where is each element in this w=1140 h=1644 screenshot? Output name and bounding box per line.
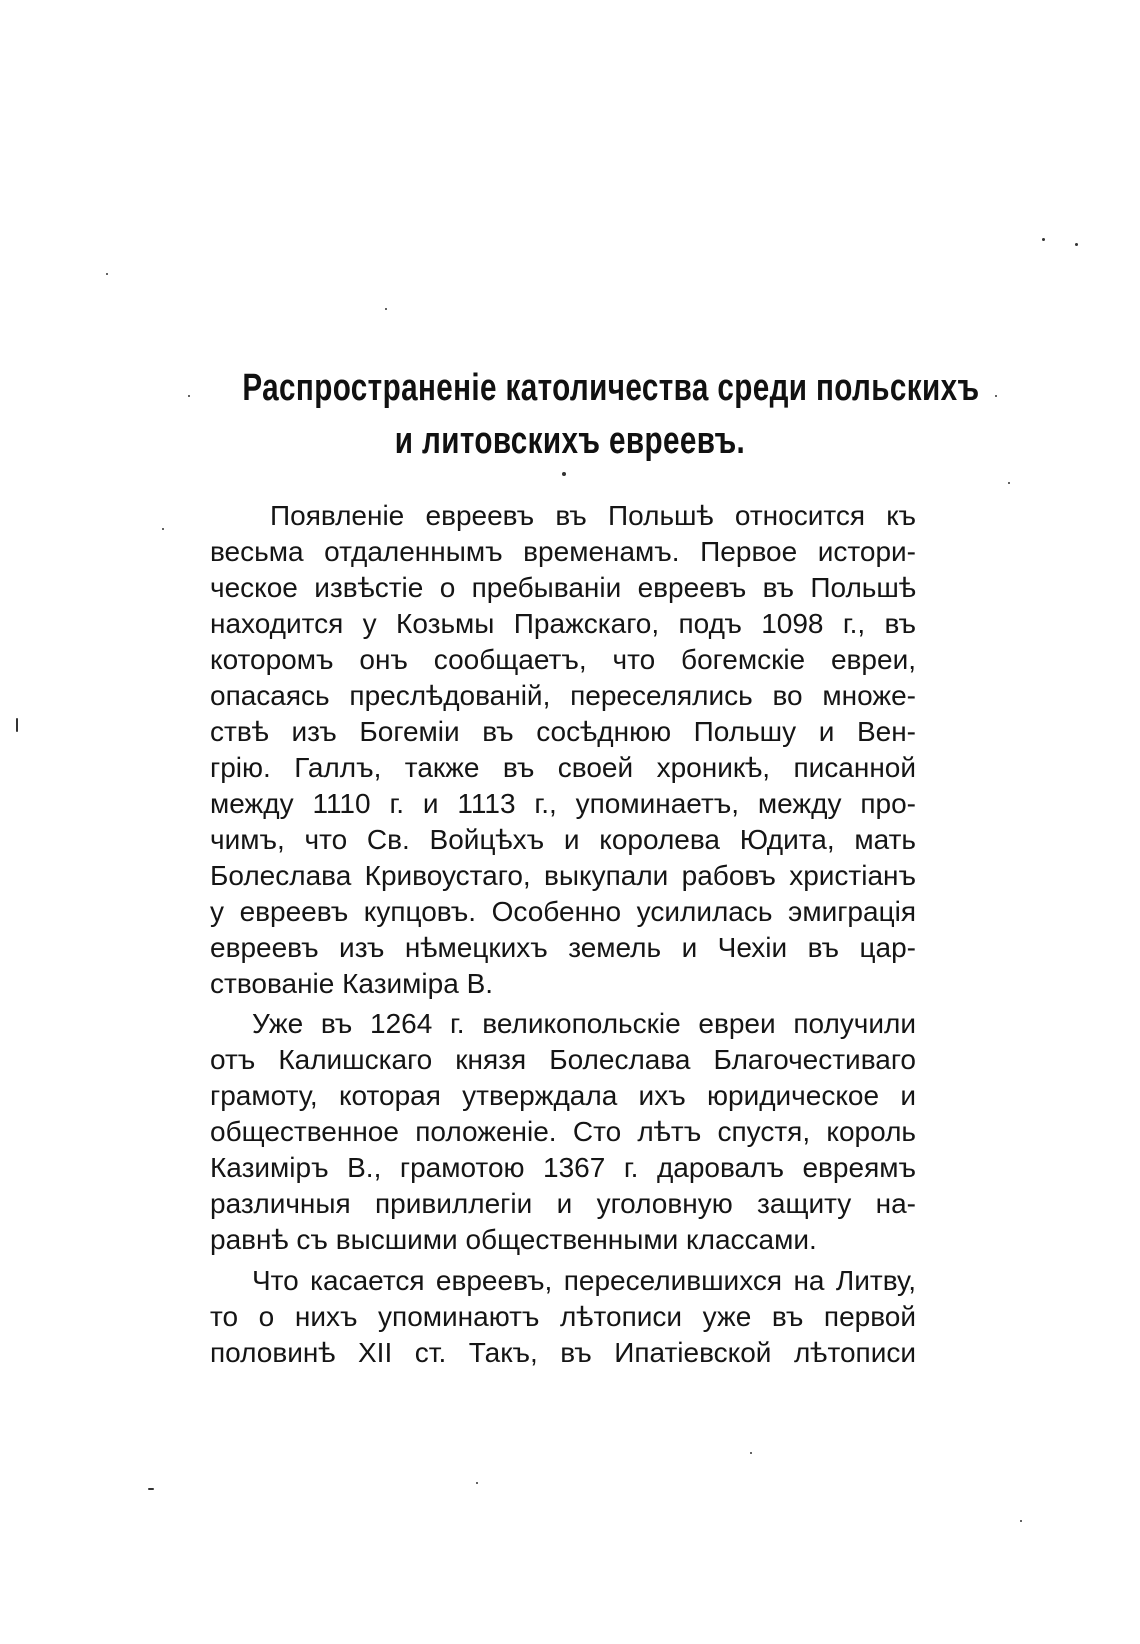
scan-speck (750, 1452, 752, 1454)
text-line: евреевъ изъ нѣмецкихъ земель и Чехіи въ цар- (210, 932, 916, 963)
text-line: у евреевъ купцовъ. Особенно усилилась эмиграція (210, 896, 916, 927)
scan-speck (1008, 482, 1010, 484)
chapter-title-line-1: Распространеніе католичества среди польскихъ (242, 367, 980, 409)
text-line: Казиміръ В., грамотою 1367 г. даровалъ евреямъ (210, 1152, 916, 1183)
text-line: находится у Козьмы Пражскаго, подъ 1098 г., въ (210, 608, 916, 639)
text-line: то о нихъ упоминаютъ лѣтописи уже въ первой (210, 1301, 916, 1332)
text-line: отъ Калишскаго князя Болеслава Благочестиваго (210, 1044, 916, 1075)
scan-speck (148, 1488, 154, 1490)
scan-speck (562, 472, 566, 476)
text-line: грію. Галлъ, также въ своей хроникѣ, писанной (210, 752, 916, 783)
scan-speck (1075, 243, 1078, 246)
text-line: чимъ, что Св. Войцѣхъ и королева Юдита, мать (210, 824, 916, 855)
text-line: различныя привиллегіи и уголовную защиту на- (210, 1188, 916, 1219)
text-line: ствованіе Казиміра В. (210, 968, 494, 999)
text-line: весьма отдаленнымъ временамъ. Первое истори- (210, 536, 916, 567)
text-line: ческое извѣстіе о пребываніи евреевъ въ Польшѣ (210, 572, 916, 603)
scan-speck (106, 273, 108, 275)
scan-speck (188, 395, 190, 397)
text-line: равнѣ съ высшими общественными классами. (210, 1224, 817, 1255)
text-line: опасаясь преслѣдованій, переселялись во множе- (210, 680, 916, 711)
text-line: которомъ онъ сообщаетъ, что богемскіе евреи, (210, 644, 916, 675)
text-line: грамоту, которая утверждала ихъ юридическое и (210, 1080, 916, 1111)
scan-speck (16, 718, 18, 732)
scan-speck (1042, 238, 1045, 241)
text-line: между 1110 г. и 1113 г., упоминаетъ, между про- (210, 788, 916, 819)
chapter-title-line-2: и литовскихъ евреевъ. (394, 420, 746, 462)
text-line: половинѣ XII ст. Такъ, въ Ипатіевской лѣтописи (210, 1337, 916, 1368)
text-line: ствѣ изъ Богеміи въ сосѣднюю Польшу и Вен- (210, 716, 916, 747)
scan-speck (162, 528, 164, 530)
text-line: общественное положеніе. Сто лѣтъ спустя, король (210, 1116, 916, 1147)
text-line: Появленіе евреевъ въ Польшѣ относится къ (270, 500, 916, 531)
scan-speck (1020, 1520, 1022, 1522)
scan-speck (385, 308, 387, 310)
scan-speck (995, 395, 997, 397)
text-line: Что касается евреевъ, переселившихся на Литву, (252, 1265, 916, 1296)
text-line: Болеслава Кривоустаго, выкупали рабовъ христіанъ (210, 860, 916, 891)
text-line: Уже въ 1264 г. великопольскіе евреи получили (252, 1008, 916, 1039)
scan-speck (476, 1482, 478, 1484)
